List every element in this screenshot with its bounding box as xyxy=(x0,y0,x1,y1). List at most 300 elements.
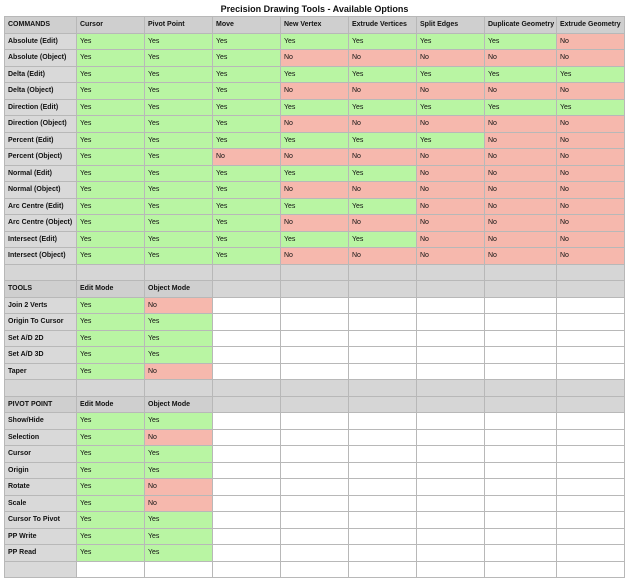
empty-cell xyxy=(417,429,485,446)
empty-cell xyxy=(485,479,557,496)
value-cell: No xyxy=(485,182,557,199)
value-cell: Yes xyxy=(349,198,417,215)
value-cell: No xyxy=(557,33,625,50)
empty-cell xyxy=(349,446,417,463)
value-cell: No xyxy=(485,165,557,182)
table-row xyxy=(5,248,625,265)
empty-cell xyxy=(417,512,485,529)
page-title: Precision Drawing Tools - Available Options xyxy=(220,4,409,14)
value-cell: Yes xyxy=(77,330,145,347)
empty-cell xyxy=(417,462,485,479)
empty-cell xyxy=(417,528,485,545)
row-label: Normal (Object) xyxy=(5,182,77,199)
column-header: Extrude Vertices xyxy=(349,17,417,34)
table-row xyxy=(5,198,625,215)
row-label: Origin To Cursor xyxy=(5,314,77,331)
value-cell: Yes xyxy=(145,182,213,199)
empty-cell xyxy=(281,297,349,314)
empty-cell xyxy=(281,545,349,562)
value-cell: No xyxy=(417,149,485,166)
value-cell: No xyxy=(417,116,485,133)
column-header: PIVOT POINT xyxy=(5,396,77,413)
row-label: Cursor To Pivot xyxy=(5,512,77,529)
empty-cell xyxy=(485,330,557,347)
value-cell: Yes xyxy=(77,528,145,545)
separator-cell xyxy=(349,380,417,397)
value-cell: Yes xyxy=(145,33,213,50)
table-row xyxy=(5,545,625,562)
empty-cell xyxy=(485,545,557,562)
value-cell: No xyxy=(349,215,417,232)
table-row xyxy=(5,363,625,380)
value-cell: No xyxy=(557,50,625,67)
value-cell: Yes xyxy=(557,99,625,116)
value-cell: Yes xyxy=(145,215,213,232)
row-label: Rotate xyxy=(5,479,77,496)
trailing-cell xyxy=(213,561,281,578)
value-cell: Yes xyxy=(213,99,281,116)
value-cell: Yes xyxy=(417,66,485,83)
value-cell: Yes xyxy=(77,462,145,479)
empty-cell xyxy=(349,495,417,512)
value-cell: No xyxy=(281,149,349,166)
empty-cell xyxy=(485,429,557,446)
value-cell: Yes xyxy=(485,33,557,50)
row-label: Arc Centre (Edit) xyxy=(5,198,77,215)
value-cell: Yes xyxy=(145,231,213,248)
value-cell: Yes xyxy=(417,33,485,50)
empty-cell xyxy=(349,462,417,479)
value-cell: No xyxy=(417,215,485,232)
value-cell: Yes xyxy=(281,33,349,50)
value-cell: No xyxy=(557,116,625,133)
empty-cell xyxy=(557,297,625,314)
empty-cell xyxy=(281,413,349,430)
value-cell: Yes xyxy=(145,50,213,67)
separator-cell xyxy=(77,380,145,397)
value-cell: Yes xyxy=(213,182,281,199)
value-cell: Yes xyxy=(77,132,145,149)
table-row xyxy=(5,182,625,199)
empty-cell xyxy=(281,429,349,446)
header-filler-cell xyxy=(349,396,417,413)
value-cell: No xyxy=(557,83,625,100)
value-cell: No xyxy=(281,50,349,67)
value-cell: Yes xyxy=(145,347,213,364)
row-label: Cursor xyxy=(5,446,77,463)
table-row xyxy=(5,495,625,512)
empty-cell xyxy=(417,347,485,364)
empty-cell xyxy=(417,330,485,347)
table-row xyxy=(5,50,625,67)
row-label: Scale xyxy=(5,495,77,512)
empty-cell xyxy=(349,479,417,496)
trailing-cell xyxy=(145,561,213,578)
empty-cell xyxy=(281,462,349,479)
column-header: Pivot Point xyxy=(145,17,213,34)
column-header: Object Mode xyxy=(145,396,213,413)
row-label: Absolute (Object) xyxy=(5,50,77,67)
value-cell: Yes xyxy=(145,545,213,562)
row-label: Origin xyxy=(5,462,77,479)
empty-cell xyxy=(557,446,625,463)
empty-cell xyxy=(417,479,485,496)
row-label: Intersect (Edit) xyxy=(5,231,77,248)
empty-cell xyxy=(417,495,485,512)
separator-cell xyxy=(213,380,281,397)
empty-cell xyxy=(349,545,417,562)
value-cell: Yes xyxy=(77,363,145,380)
table-row xyxy=(5,462,625,479)
empty-cell xyxy=(485,495,557,512)
row-label: Delta (Object) xyxy=(5,83,77,100)
empty-cell xyxy=(485,462,557,479)
separator-cell xyxy=(77,264,145,281)
value-cell: Yes xyxy=(417,132,485,149)
empty-cell xyxy=(557,314,625,331)
value-cell: No xyxy=(417,83,485,100)
header-filler-cell xyxy=(281,281,349,298)
empty-cell xyxy=(213,314,281,331)
empty-cell xyxy=(213,479,281,496)
row-label: Show/Hide xyxy=(5,413,77,430)
separator-cell xyxy=(213,264,281,281)
value-cell: Yes xyxy=(77,429,145,446)
value-cell: Yes xyxy=(77,66,145,83)
table-row xyxy=(5,33,625,50)
value-cell: Yes xyxy=(145,165,213,182)
empty-cell xyxy=(281,512,349,529)
value-cell: No xyxy=(417,182,485,199)
table-row xyxy=(5,512,625,529)
value-cell: Yes xyxy=(485,66,557,83)
commands-header-row xyxy=(5,17,625,34)
row-label: Arc Centre (Object) xyxy=(5,215,77,232)
separator-cell xyxy=(349,264,417,281)
value-cell: Yes xyxy=(77,545,145,562)
table-row xyxy=(5,446,625,463)
value-cell: No xyxy=(485,215,557,232)
empty-cell xyxy=(349,314,417,331)
value-cell: No xyxy=(417,165,485,182)
empty-cell xyxy=(281,495,349,512)
separator-cell xyxy=(5,264,77,281)
header-filler-cell xyxy=(557,281,625,298)
value-cell: No xyxy=(213,149,281,166)
empty-cell xyxy=(281,446,349,463)
value-cell: No xyxy=(557,182,625,199)
value-cell: No xyxy=(485,231,557,248)
trailing-cell xyxy=(281,561,349,578)
column-header: Edit Mode xyxy=(77,396,145,413)
table-row xyxy=(5,528,625,545)
separator-cell xyxy=(5,380,77,397)
empty-cell xyxy=(485,512,557,529)
empty-cell xyxy=(557,545,625,562)
value-cell: No xyxy=(145,479,213,496)
value-cell: Yes xyxy=(349,132,417,149)
empty-cell xyxy=(349,330,417,347)
empty-cell xyxy=(349,297,417,314)
value-cell: No xyxy=(557,149,625,166)
row-label: PP Read xyxy=(5,545,77,562)
separator-cell xyxy=(145,264,213,281)
value-cell: No xyxy=(485,50,557,67)
row-label: Set A/D 2D xyxy=(5,330,77,347)
header-filler-cell xyxy=(213,396,281,413)
value-cell: Yes xyxy=(77,446,145,463)
empty-cell xyxy=(349,413,417,430)
empty-cell xyxy=(557,429,625,446)
value-cell: Yes xyxy=(213,231,281,248)
value-cell: No xyxy=(485,132,557,149)
empty-cell xyxy=(417,446,485,463)
separator-cell xyxy=(485,264,557,281)
separator-cell xyxy=(417,380,485,397)
value-cell: No xyxy=(349,182,417,199)
table-row xyxy=(5,132,625,149)
table-row xyxy=(5,479,625,496)
empty-cell xyxy=(213,363,281,380)
column-header: Split Edges xyxy=(417,17,485,34)
table-row xyxy=(5,330,625,347)
column-header: New Vertex xyxy=(281,17,349,34)
value-cell: No xyxy=(557,215,625,232)
value-cell: Yes xyxy=(557,66,625,83)
column-header: TOOLS xyxy=(5,281,77,298)
value-cell: Yes xyxy=(349,231,417,248)
column-header: Duplicate Geometry xyxy=(485,17,557,34)
value-cell: Yes xyxy=(77,198,145,215)
trailing-cell xyxy=(557,561,625,578)
separator-row xyxy=(5,380,625,397)
empty-cell xyxy=(213,528,281,545)
empty-cell xyxy=(557,479,625,496)
value-cell: Yes xyxy=(145,83,213,100)
value-cell: No xyxy=(557,132,625,149)
table-row xyxy=(5,149,625,166)
value-cell: Yes xyxy=(145,413,213,430)
empty-cell xyxy=(557,330,625,347)
value-cell: Yes xyxy=(145,248,213,265)
header-filler-cell xyxy=(417,396,485,413)
empty-cell xyxy=(281,479,349,496)
row-label: Selection xyxy=(5,429,77,446)
column-header: Object Mode xyxy=(145,281,213,298)
value-cell: Yes xyxy=(77,33,145,50)
empty-cell xyxy=(349,512,417,529)
empty-cell xyxy=(557,495,625,512)
empty-cell xyxy=(213,347,281,364)
value-cell: Yes xyxy=(145,132,213,149)
value-cell: Yes xyxy=(145,66,213,83)
row-label: Direction (Object) xyxy=(5,116,77,133)
value-cell: Yes xyxy=(213,198,281,215)
table-row xyxy=(5,66,625,83)
empty-cell xyxy=(417,413,485,430)
header-filler-cell xyxy=(485,396,557,413)
value-cell: Yes xyxy=(281,132,349,149)
separator-cell xyxy=(417,264,485,281)
empty-cell xyxy=(349,363,417,380)
empty-cell xyxy=(213,297,281,314)
value-cell: Yes xyxy=(213,132,281,149)
tools-header-row xyxy=(5,281,625,298)
empty-cell xyxy=(349,347,417,364)
trailing-cell xyxy=(485,561,557,578)
row-label: Percent (Edit) xyxy=(5,132,77,149)
value-cell: Yes xyxy=(485,99,557,116)
empty-cell xyxy=(281,363,349,380)
empty-cell xyxy=(557,512,625,529)
value-cell: Yes xyxy=(145,512,213,529)
value-cell: No xyxy=(349,149,417,166)
value-cell: Yes xyxy=(77,231,145,248)
separator-cell xyxy=(281,380,349,397)
table-row xyxy=(5,116,625,133)
value-cell: Yes xyxy=(213,33,281,50)
value-cell: Yes xyxy=(77,495,145,512)
value-cell: No xyxy=(349,248,417,265)
empty-cell xyxy=(213,495,281,512)
header-filler-cell xyxy=(281,396,349,413)
value-cell: Yes xyxy=(77,99,145,116)
header-filler-cell xyxy=(349,281,417,298)
separator-cell xyxy=(485,380,557,397)
separator-cell xyxy=(557,264,625,281)
value-cell: Yes xyxy=(349,165,417,182)
value-cell: Yes xyxy=(145,330,213,347)
row-label: Normal (Edit) xyxy=(5,165,77,182)
value-cell: Yes xyxy=(349,66,417,83)
value-cell: No xyxy=(145,363,213,380)
empty-cell xyxy=(485,314,557,331)
value-cell: Yes xyxy=(213,116,281,133)
value-cell: No xyxy=(417,231,485,248)
empty-cell xyxy=(213,429,281,446)
pivot-header-row xyxy=(5,396,625,413)
value-cell: Yes xyxy=(281,165,349,182)
row-label: Taper xyxy=(5,363,77,380)
empty-cell xyxy=(557,528,625,545)
table-row xyxy=(5,215,625,232)
value-cell: No xyxy=(557,198,625,215)
header-filler-cell xyxy=(417,281,485,298)
table-row xyxy=(5,83,625,100)
empty-cell xyxy=(349,429,417,446)
table-row xyxy=(5,231,625,248)
empty-cell xyxy=(485,528,557,545)
header-filler-cell xyxy=(485,281,557,298)
row-label: Intersect (Object) xyxy=(5,248,77,265)
empty-cell xyxy=(417,363,485,380)
empty-cell xyxy=(557,347,625,364)
empty-cell xyxy=(281,347,349,364)
value-cell: Yes xyxy=(281,198,349,215)
value-cell: No xyxy=(281,83,349,100)
column-header: Cursor xyxy=(77,17,145,34)
value-cell: Yes xyxy=(77,215,145,232)
separator-cell xyxy=(557,380,625,397)
value-cell: Yes xyxy=(77,314,145,331)
row-label: Delta (Edit) xyxy=(5,66,77,83)
value-cell: Yes xyxy=(213,50,281,67)
value-cell: No xyxy=(349,50,417,67)
value-cell: Yes xyxy=(281,66,349,83)
value-cell: Yes xyxy=(145,99,213,116)
trailing-cell xyxy=(5,561,77,578)
value-cell: Yes xyxy=(145,149,213,166)
empty-cell xyxy=(281,330,349,347)
value-cell: No xyxy=(557,231,625,248)
header-filler-cell xyxy=(213,281,281,298)
table-row xyxy=(5,314,625,331)
value-cell: No xyxy=(349,116,417,133)
table-row xyxy=(5,429,625,446)
empty-cell xyxy=(349,528,417,545)
value-cell: Yes xyxy=(145,462,213,479)
row-label: Join 2 Verts xyxy=(5,297,77,314)
value-cell: Yes xyxy=(77,165,145,182)
column-header: COMMANDS xyxy=(5,17,77,34)
table-row xyxy=(5,297,625,314)
value-cell: Yes xyxy=(77,149,145,166)
value-cell: Yes xyxy=(213,66,281,83)
row-label: Direction (Edit) xyxy=(5,99,77,116)
empty-cell xyxy=(485,363,557,380)
value-cell: Yes xyxy=(213,248,281,265)
value-cell: No xyxy=(349,83,417,100)
empty-cell xyxy=(213,545,281,562)
separator-cell xyxy=(145,380,213,397)
value-cell: No xyxy=(417,248,485,265)
value-cell: No xyxy=(417,50,485,67)
empty-cell xyxy=(485,446,557,463)
table-row xyxy=(5,165,625,182)
value-cell: No xyxy=(145,297,213,314)
value-cell: No xyxy=(485,248,557,265)
value-cell: Yes xyxy=(77,479,145,496)
trailing-cell xyxy=(417,561,485,578)
value-cell: Yes xyxy=(145,528,213,545)
value-cell: No xyxy=(281,116,349,133)
column-header: Extrude Geometry xyxy=(557,17,625,34)
separator-cell xyxy=(281,264,349,281)
value-cell: Yes xyxy=(77,297,145,314)
empty-cell xyxy=(417,297,485,314)
row-label: Percent (Object) xyxy=(5,149,77,166)
empty-cell xyxy=(417,545,485,562)
table-row xyxy=(5,347,625,364)
column-header: Edit Mode xyxy=(77,281,145,298)
empty-cell xyxy=(417,314,485,331)
empty-cell xyxy=(281,528,349,545)
value-cell: No xyxy=(281,182,349,199)
value-cell: No xyxy=(485,149,557,166)
empty-cell xyxy=(557,363,625,380)
value-cell: Yes xyxy=(349,33,417,50)
value-cell: Yes xyxy=(145,116,213,133)
value-cell: No xyxy=(557,165,625,182)
empty-cell xyxy=(485,297,557,314)
empty-cell xyxy=(213,330,281,347)
empty-cell xyxy=(281,314,349,331)
value-cell: Yes xyxy=(281,99,349,116)
value-cell: Yes xyxy=(281,231,349,248)
empty-cell xyxy=(213,413,281,430)
value-cell: Yes xyxy=(77,512,145,529)
row-label: Set A/D 3D xyxy=(5,347,77,364)
